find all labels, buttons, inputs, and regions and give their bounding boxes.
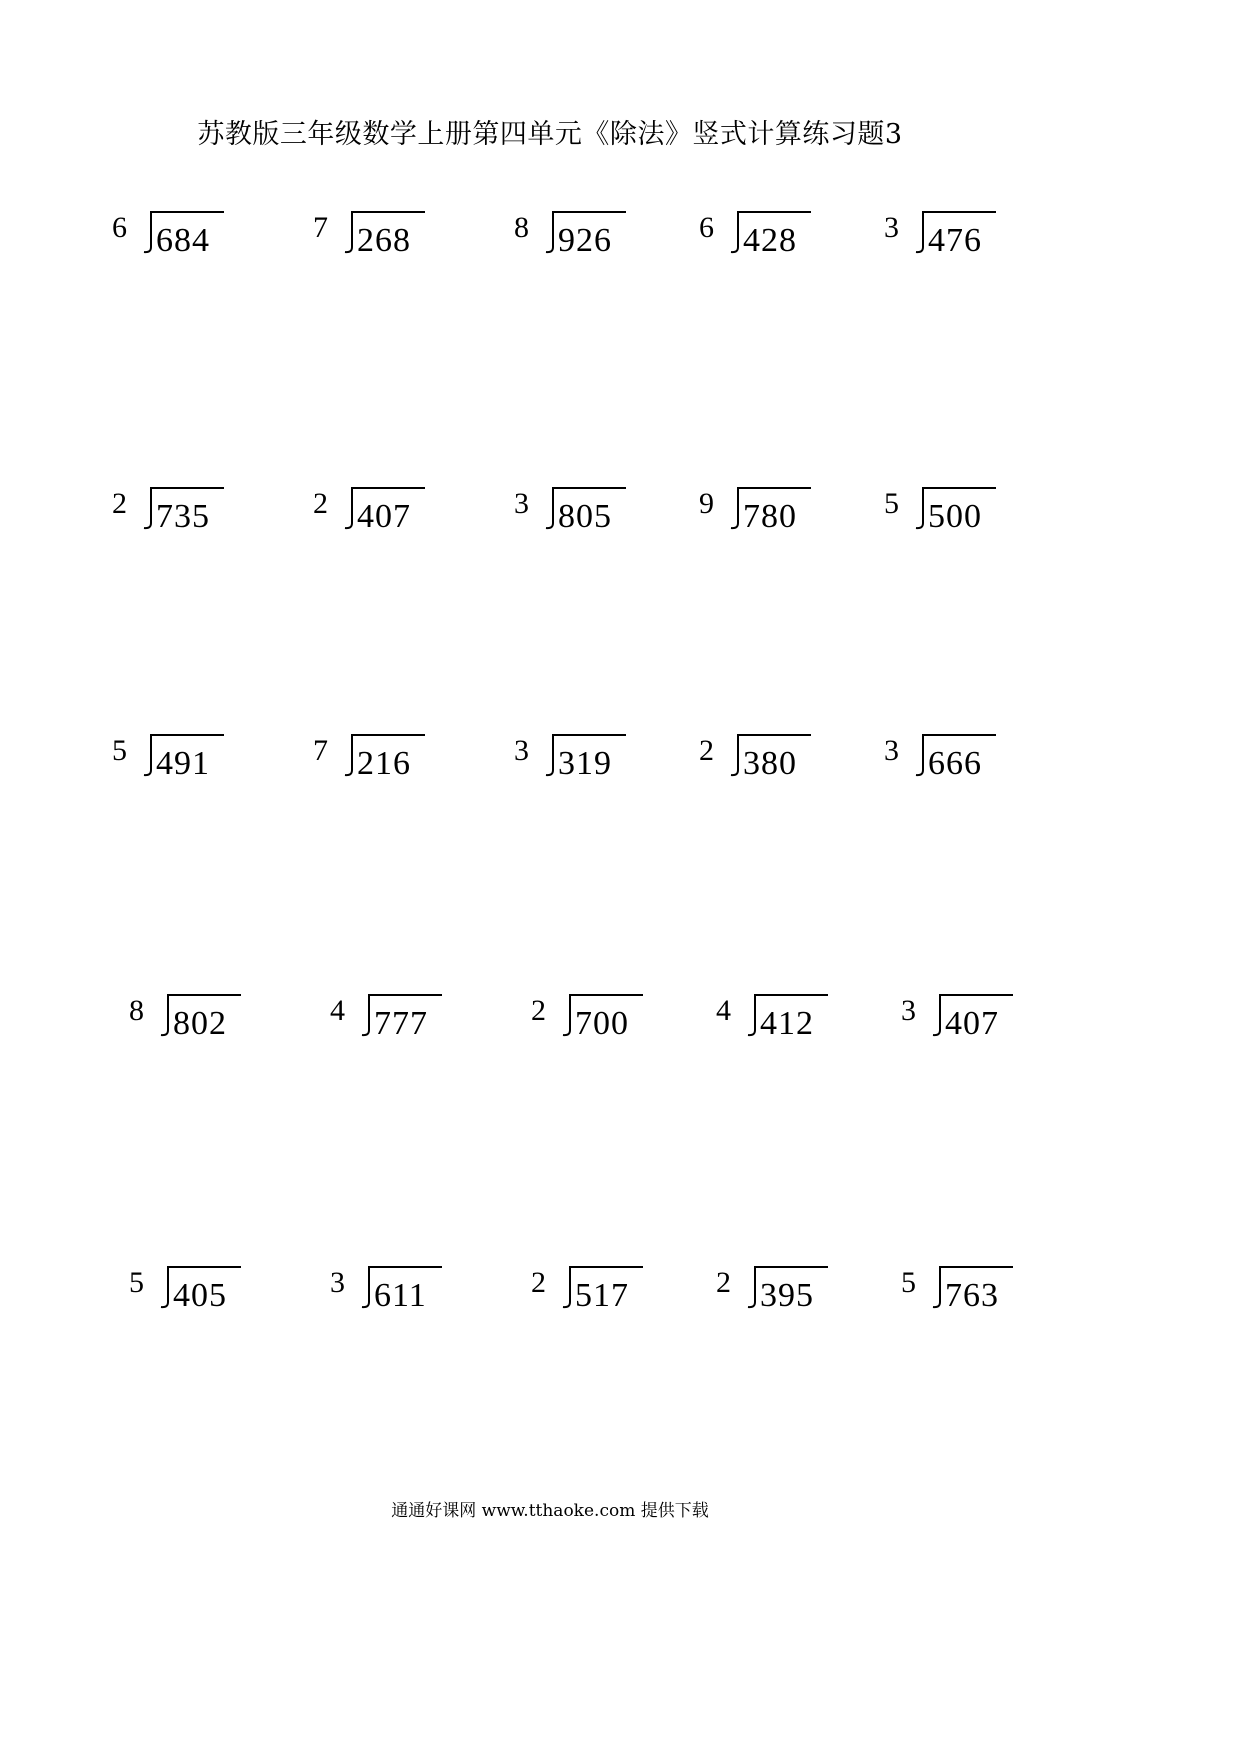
division-bar: [552, 211, 626, 213]
division-problem: [129, 994, 259, 1054]
dividend: 700: [575, 1005, 629, 1042]
divisor: 3: [330, 1266, 345, 1299]
long-division-bracket-icon: [538, 487, 558, 531]
problem-row: [0, 211, 1240, 291]
divisor: 2: [313, 487, 328, 520]
dividend: 517: [575, 1277, 629, 1314]
divisor: 4: [330, 994, 345, 1027]
long-division-bracket-icon: [354, 994, 374, 1038]
division-problem: [330, 1266, 460, 1326]
dividend: 476: [928, 222, 982, 259]
division-bar: [351, 734, 425, 736]
division-problem: [531, 994, 661, 1054]
divisor: 3: [884, 211, 899, 244]
long-division-bracket-icon: [908, 487, 928, 531]
dividend: 428: [743, 222, 797, 259]
long-division-bracket-icon: [740, 994, 760, 1038]
dividend: 611: [374, 1277, 427, 1314]
divisor: 5: [129, 1266, 144, 1299]
divisor: 8: [514, 211, 529, 244]
divisor: 3: [884, 734, 899, 767]
dividend: 763: [945, 1277, 999, 1314]
divisor: 8: [129, 994, 144, 1027]
long-division-bracket-icon: [153, 994, 173, 1038]
divisor: 5: [901, 1266, 916, 1299]
dividend: 380: [743, 745, 797, 782]
long-division-bracket-icon: [908, 734, 928, 778]
divisor: 4: [716, 994, 731, 1027]
division-bar: [150, 487, 224, 489]
divisor: 2: [716, 1266, 731, 1299]
division-bar: [368, 1266, 442, 1268]
dividend: 395: [760, 1277, 814, 1314]
dividend: 666: [928, 745, 982, 782]
dividend: 268: [357, 222, 411, 259]
division-bar: [922, 211, 996, 213]
divisor: 6: [112, 211, 127, 244]
long-division-bracket-icon: [136, 734, 156, 778]
division-bar: [167, 1266, 241, 1268]
dividend: 407: [357, 498, 411, 535]
division-problem: [514, 487, 644, 547]
long-division-bracket-icon: [555, 994, 575, 1038]
divisor: 5: [884, 487, 899, 520]
divisor: 2: [531, 994, 546, 1027]
long-division-bracket-icon: [740, 1266, 760, 1310]
division-bar: [754, 994, 828, 996]
division-bar: [569, 1266, 643, 1268]
division-bar: [150, 211, 224, 213]
division-problem: [514, 211, 644, 271]
division-bar: [150, 734, 224, 736]
division-problem: [129, 1266, 259, 1326]
dividend: 802: [173, 1005, 227, 1042]
division-problem: [330, 994, 460, 1054]
division-problem: [514, 734, 644, 794]
long-division-bracket-icon: [555, 1266, 575, 1310]
long-division-bracket-icon: [136, 211, 156, 255]
dividend: 805: [558, 498, 612, 535]
division-bar: [351, 487, 425, 489]
long-division-bracket-icon: [538, 211, 558, 255]
dividend: 780: [743, 498, 797, 535]
division-problem: [112, 211, 242, 271]
dividend: 407: [945, 1005, 999, 1042]
division-problem: [901, 994, 1031, 1054]
division-problem: [901, 1266, 1031, 1326]
divisor: 6: [699, 211, 714, 244]
long-division-bracket-icon: [153, 1266, 173, 1310]
long-division-bracket-icon: [538, 734, 558, 778]
long-division-bracket-icon: [337, 211, 357, 255]
division-problem: [716, 994, 846, 1054]
divisor: 2: [699, 734, 714, 767]
long-division-bracket-icon: [337, 734, 357, 778]
divisor: 2: [531, 1266, 546, 1299]
dividend: 412: [760, 1005, 814, 1042]
dividend: 491: [156, 745, 210, 782]
dividend: 777: [374, 1005, 428, 1042]
division-problem: [313, 211, 443, 271]
division-problem: [112, 734, 242, 794]
long-division-bracket-icon: [723, 487, 743, 531]
division-bar: [569, 994, 643, 996]
division-problem: [699, 211, 829, 271]
divisor: 3: [901, 994, 916, 1027]
division-bar: [351, 211, 425, 213]
divisor: 3: [514, 487, 529, 520]
long-division-bracket-icon: [723, 211, 743, 255]
division-bar: [922, 487, 996, 489]
dividend: 500: [928, 498, 982, 535]
divisor: 3: [514, 734, 529, 767]
division-problem: [716, 1266, 846, 1326]
divisor: 7: [313, 211, 328, 244]
division-problem: [313, 734, 443, 794]
long-division-bracket-icon: [136, 487, 156, 531]
division-bar: [922, 734, 996, 736]
dividend: 926: [558, 222, 612, 259]
long-division-bracket-icon: [723, 734, 743, 778]
division-problem: [699, 734, 829, 794]
division-problem: [112, 487, 242, 547]
dividend: 684: [156, 222, 210, 259]
problem-row: [0, 734, 1240, 814]
dividend: 319: [558, 745, 612, 782]
long-division-bracket-icon: [908, 211, 928, 255]
divisor: 5: [112, 734, 127, 767]
page-title: 苏教版三年级数学上册第四单元《除法》竖式计算练习题3: [197, 119, 903, 150]
problem-row: [0, 1266, 1240, 1346]
division-bar: [552, 487, 626, 489]
divisor: 9: [699, 487, 714, 520]
division-bar: [754, 1266, 828, 1268]
division-problem: [313, 487, 443, 547]
division-bar: [737, 211, 811, 213]
division-problem: [884, 734, 1014, 794]
long-division-bracket-icon: [354, 1266, 374, 1310]
division-problem: [884, 211, 1014, 271]
long-division-bracket-icon: [337, 487, 357, 531]
division-bar: [552, 734, 626, 736]
dividend: 405: [173, 1277, 227, 1314]
division-problem: [699, 487, 829, 547]
division-bar: [368, 994, 442, 996]
problem-row: [0, 994, 1240, 1074]
divisor: 7: [313, 734, 328, 767]
dividend: 735: [156, 498, 210, 535]
page-footer: 通通好课网 www.tthaoke.com 提供下载: [391, 1501, 709, 1521]
division-bar: [737, 734, 811, 736]
dividend: 216: [357, 745, 411, 782]
division-problem: [884, 487, 1014, 547]
long-division-bracket-icon: [925, 994, 945, 1038]
division-bar: [167, 994, 241, 996]
long-division-bracket-icon: [925, 1266, 945, 1310]
problem-row: [0, 487, 1240, 567]
division-bar: [939, 994, 1013, 996]
division-bar: [737, 487, 811, 489]
divisor: 2: [112, 487, 127, 520]
division-bar: [939, 1266, 1013, 1268]
division-problem: [531, 1266, 661, 1326]
